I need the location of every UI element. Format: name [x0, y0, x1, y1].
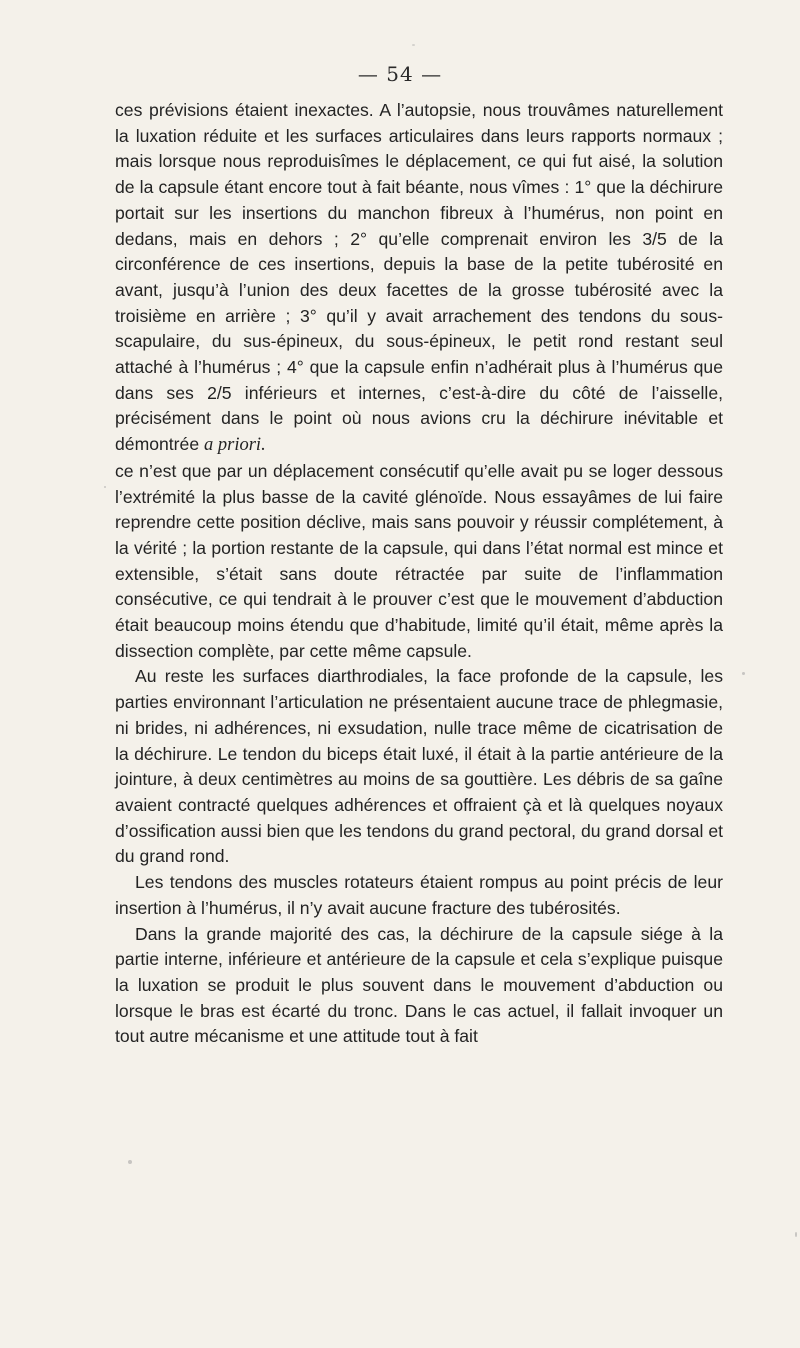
paragraph-1-text: ces prévisions étaient inexactes. A l’autopsie, nous trouvâmes naturellement la luxation réduite et les surfaces articulaires dans leurs rapports normaux ; mais lorsque nous reproduisîmes le déplacement, ce qui fut aisé, la solution de la capsule étant encore tout à fait béante, nous vîmes : 1° que la déchirure portait sur les insertions du manchon fibreux à l’humérus, non point en dedans, mais en dehors ; 2° qu’elle comprenait environ les 3/5 de la circonférence de ces insertions, depuis la base de la petite tubérosité en avant, jusqu’à l’union des deux facettes de la grosse tubérosité avec la troisième en arrière ; 3° qu’il y avait arrachement des tendons du sous-scapulaire, du sus-épineux, du sous-épineux, le petit rond restant seul attaché à l’humérus ; 4° que la capsule enfin n’adhérait plus à l’humérus que dans ses 2/5 inférieurs et internes, c’est-à-dire du côté de l’aisselle, précisément dans le point où nous avions cru la déchirure inévitable et démontrée: [115, 100, 723, 455]
paragraph-3: Au reste les surfaces diarthrodiales, la face profonde de la capsule, les parties environnant l’articulation ne présentaient aucune trace de phlegmasie, ni brides, ni adhérences, ni exsudation, nulle trace même de cicatrisation de la déchirure. Le tendon du biceps était luxé, il était à la partie antérieure de la jointure, à deux centimètres au moins de sa gouttière. Les débris de sa gaîne avaient contracté quelques adhérences et offraient çà et là quelques noyaux d’ossification aussi bien que les tendons du grand pectoral, du grand dorsal et du grand rond.: [115, 666, 723, 867]
page-number: — 54 —: [357, 62, 443, 86]
scan-speck: [795, 1232, 797, 1237]
scan-speck: [412, 44, 415, 46]
scan-speck: [742, 672, 745, 675]
paragraph-1-italic-phrase: a priori.: [204, 435, 266, 456]
scan-speck: [128, 1160, 132, 1164]
paragraph-1: [115, 98, 723, 459]
body-text: [115, 98, 723, 1050]
paragraph-4: Les tendons des muscles rotateurs étaient rompus au point précis de leur insertion à l’humérus, il n’y avait aucune fracture des tubérosités.: [115, 872, 723, 918]
paragraph-2: ce n’est que par un déplacement consécutif qu’elle avait pu se loger dessous l’extrémité la plus basse de la cavité glénoïde. Nous essayâmes de lui faire reprendre cette position déclive, mais sans pouvoir y réussir complétement, à la vérité ; la portion restante de la capsule, qui dans l’état normal est mince et extensible, s’était sans doute rétractée par suite de l’inflammation consécutive, ce qui tendrait à le prouver c’est que le mouvement d’abduction était beaucoup moins étendu que d’habitude, limité qu’il était, même après la dissection complète, par cette même capsule.: [115, 460, 723, 661]
paragraph-5: Dans la grande majorité des cas, la déchirure de la capsule siége à la partie interne, inférieure et antérieure de la capsule et cela s’explique puisque la luxation se produit le plus souvent dans le mouvement d’abduction ou lorsque le bras est écarté du tronc. Dans le cas actuel, il fallait invoquer un tout autre mécanisme et une attitude tout à fait: [115, 923, 723, 1047]
scan-speck: [104, 486, 106, 488]
